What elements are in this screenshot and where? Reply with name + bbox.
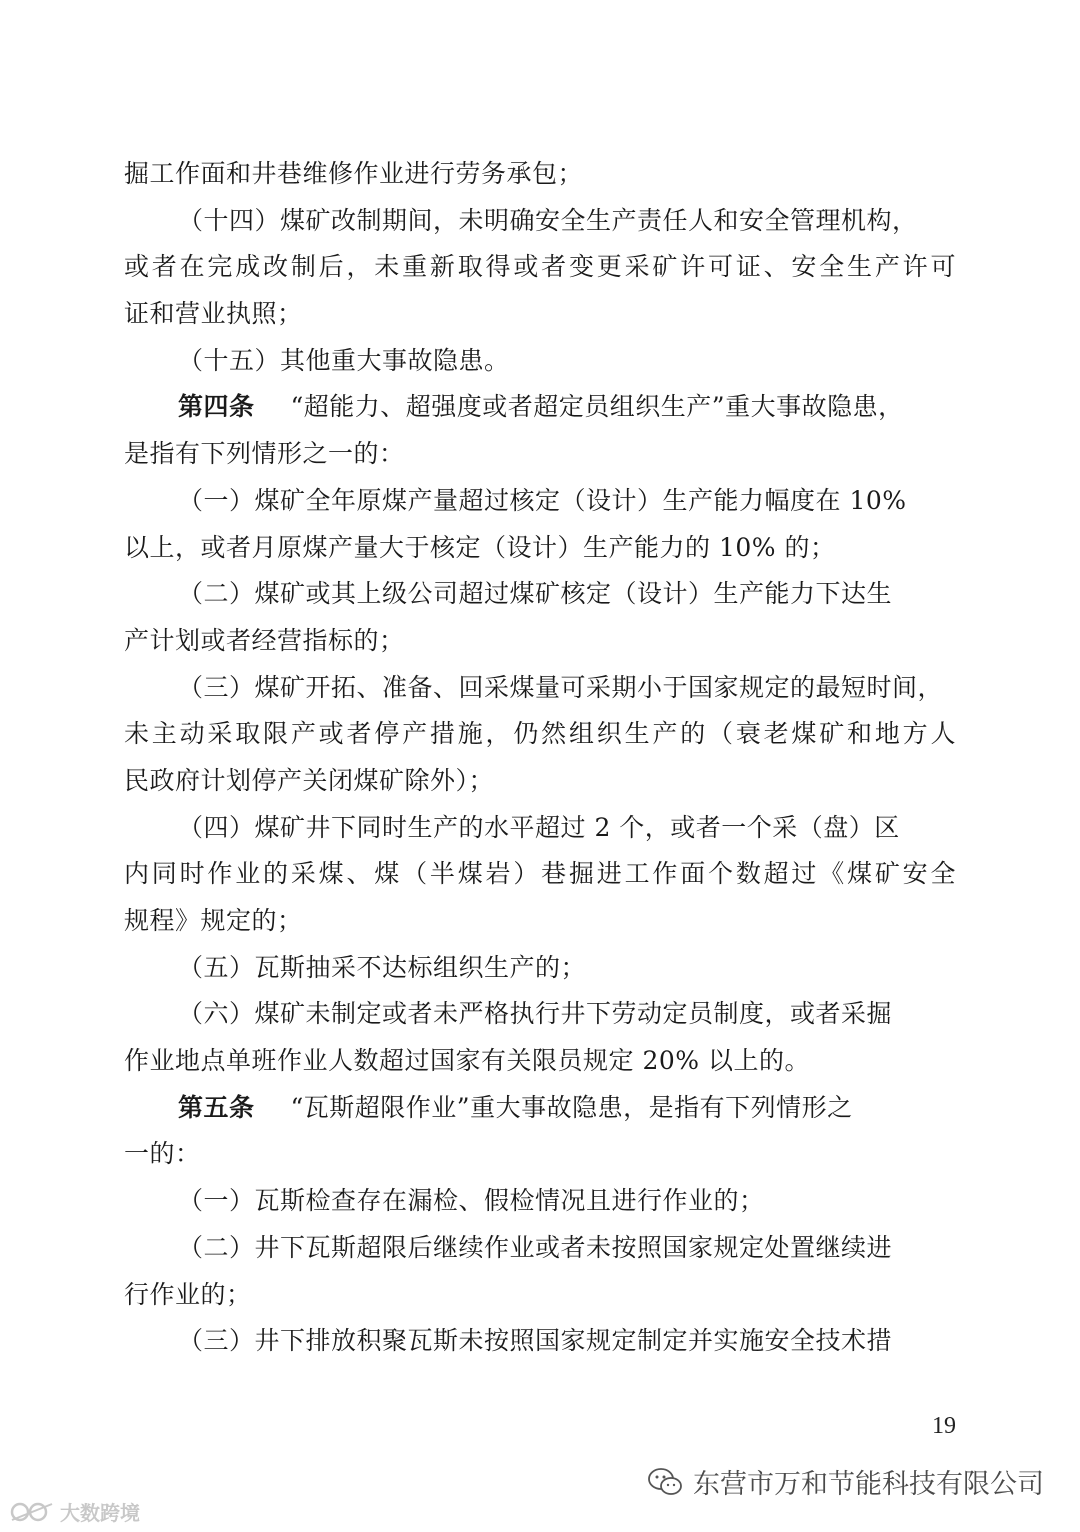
document-body (124, 151, 956, 1365)
article-5-heading-line (124, 1085, 956, 1132)
corner-watermark (8, 1497, 140, 1526)
wechat-watermark (647, 1462, 1044, 1501)
text-line: （一）瓦斯检查存在漏检、假检情况且进行作业的； (178, 1186, 765, 1216)
text-line: 一的： (124, 1139, 201, 1169)
text-line: （十四）煤矿改制期间，未明确安全生产责任人和安全管理机构， (178, 205, 918, 235)
text-line: 作业地点单班作业人数超过国家有关限员规定 20% 以上的。 (124, 1046, 810, 1076)
text-line: 规程》规定的； (124, 906, 303, 935)
text-line: 以上，或者月原煤产量大于核定（设计）生产能力的 10% 的； (124, 532, 836, 562)
text-line: （一）煤矿全年原煤产量超过核定（设计）生产能力幅度在 10% (178, 485, 907, 515)
article-label: 第四条 (178, 392, 255, 422)
text-line: 证和营业执照； (124, 299, 303, 329)
text-line: （二）煤矿或其上级公司超过煤矿核定（设计）生产能力下达生 (178, 579, 893, 609)
text-line: “超能力、超强度或者超定员组织生产”重大事故隐患， (290, 392, 904, 422)
text-line: （六）煤矿未制定或者未严格执行井下劳动定员制度，或者采掘 (178, 999, 893, 1029)
text-line: （二）井下瓦斯超限后继续作业或者未按照国家规定处置继续进 (178, 1232, 893, 1262)
text-line: “瓦斯超限作业”重大事故隐患，是指有下列情形之 (290, 1092, 853, 1122)
text-line: （十五）其他重大事故隐患。 (178, 345, 510, 375)
text-line: （三）煤矿开拓、准备、回采煤量可采期小于国家规定的最短时间， (178, 672, 944, 702)
text-line: （五）瓦斯抽采不达标组织生产的； (178, 952, 587, 982)
text-line: 或者在完成改制后，未重新取得或者变更采矿许可证、安全生产许可 (124, 252, 956, 282)
page-number: 19 (932, 1413, 956, 1439)
wechat-icon (647, 1466, 683, 1498)
text-line: （三）井下排放积聚瓦斯未按照国家规定制定并实施安全技术措 (178, 1326, 893, 1356)
corner-logo-icon (8, 1500, 56, 1524)
text-line: 内同时作业的采煤、煤（半煤岩）巷掘进工作面个数超过《煤矿安全 (124, 859, 956, 889)
article-4-heading-line (124, 384, 956, 431)
text-line: 掘工作面和井巷维修作业进行劳务承包； (124, 159, 584, 188)
article-label: 第五条 (178, 1092, 255, 1122)
text-line: 是指有下列情形之一的： (124, 439, 405, 469)
text-line: （四）煤矿井下同时生产的水平超过 2 个，或者一个采（盘）区 (178, 812, 900, 842)
text-line: 未主动采取限产或者停产措施，仍然组织生产的（衰老煤矿和地方人 (124, 719, 956, 749)
corner-watermark-text: 大数跨境 (60, 1501, 140, 1525)
text-line: 行作业的； (124, 1279, 252, 1309)
wechat-account-name: 东营市万和节能科技有限公司 (693, 1469, 1044, 1500)
text-line: 产计划或者经营指标的； (124, 625, 405, 655)
text-line: 民政府计划停产关闭煤矿除外）； (124, 765, 495, 795)
